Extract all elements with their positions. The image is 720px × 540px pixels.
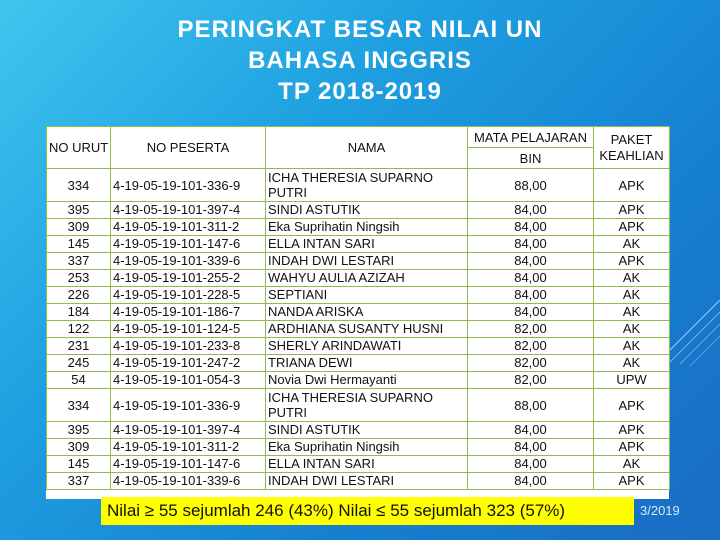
table-row — [47, 321, 670, 338]
header-paket-keahlian — [594, 127, 670, 169]
table-row — [47, 439, 670, 456]
header-mata-pelajaran: MATA PELAJARAN — [468, 127, 594, 148]
cell-paket: APK — [594, 202, 670, 219]
cell-no-urut: 253 — [47, 270, 111, 287]
cell-nama: INDAH DWI LESTARI — [266, 473, 468, 490]
header-no-urut: NO URUT — [47, 127, 111, 169]
cell-nama: ARDHIANA SUSANTY HUSNI — [266, 321, 468, 338]
cell-nilai-bin: 82,00 — [468, 321, 594, 338]
title-line-2: BAHASA INGGRIS — [248, 47, 472, 74]
cell-paket: AK — [594, 304, 670, 321]
cell-nama: ELLA INTAN SARI — [266, 456, 468, 473]
summary-banner: Nilai ≥ 55 sejumlah 246 (43%) Nilai ≤ 55 sejumlah 323 (57%) — [101, 497, 634, 525]
cell-no-peserta: 4-19-05-19-101-311-2 — [111, 439, 266, 456]
cell-no-urut: 184 — [47, 304, 111, 321]
cell-nama: NANDA ARISKA — [266, 304, 468, 321]
cell-nama: SINDI ASTUTIK — [266, 422, 468, 439]
cell-nilai-bin: 84,00 — [468, 236, 594, 253]
cell-nama: SINDI ASTUTIK — [266, 202, 468, 219]
cell-nilai-bin: 84,00 — [468, 304, 594, 321]
title-line-3: TP 2018-2019 — [278, 78, 442, 105]
table-row — [47, 253, 670, 270]
cell-paket: AK — [594, 270, 670, 287]
cell-no-peserta: 4-19-05-19-101-311-2 — [111, 219, 266, 236]
header-paket-line2: KEAHLIAN — [599, 147, 664, 163]
cell-no-peserta: 4-19-05-19-101-397-4 — [111, 202, 266, 219]
cell-paket: APK — [594, 473, 670, 490]
ranking-table — [46, 126, 670, 490]
cell-paket: APK — [594, 219, 670, 236]
cell-paket: APK — [594, 169, 670, 202]
table-row — [47, 473, 670, 490]
date-fragment: 3/2019 — [640, 503, 680, 518]
cell-no-urut: 231 — [47, 338, 111, 355]
cell-paket: AK — [594, 355, 670, 372]
cell-nama: ELLA INTAN SARI — [266, 236, 468, 253]
cell-nilai-bin: 82,00 — [468, 372, 594, 389]
cell-paket: UPW — [594, 372, 670, 389]
table-row — [47, 169, 670, 202]
cell-paket: APK — [594, 439, 670, 456]
table-row — [47, 287, 670, 304]
cell-no-peserta: 4-19-05-19-101-186-7 — [111, 304, 266, 321]
cell-no-peserta: 4-19-05-19-101-233-8 — [111, 338, 266, 355]
cell-paket: AK — [594, 236, 670, 253]
table-body — [47, 169, 670, 490]
cell-no-urut: 395 — [47, 422, 111, 439]
cell-paket: AK — [594, 287, 670, 304]
table-row — [47, 355, 670, 372]
cell-nilai-bin: 84,00 — [468, 202, 594, 219]
header-no-peserta: NO PESERTA — [111, 127, 266, 169]
title-line-1: PERINGKAT BESAR NILAI UN — [177, 16, 543, 43]
cell-paket: APK — [594, 389, 670, 422]
cell-nilai-bin: 84,00 — [468, 473, 594, 490]
cell-nilai-bin: 88,00 — [468, 389, 594, 422]
cell-paket: AK — [594, 338, 670, 355]
cell-no-peserta: 4-19-05-19-101-124-5 — [111, 321, 266, 338]
cell-nilai-bin: 88,00 — [468, 169, 594, 202]
cell-nama: Eka Suprihatin Ningsih — [266, 219, 468, 236]
cell-nama: Novia Dwi Hermayanti — [266, 372, 468, 389]
header-nama: NAMA — [266, 127, 468, 169]
table-row — [47, 219, 670, 236]
cell-paket: APK — [594, 253, 670, 270]
cell-nilai-bin: 84,00 — [468, 439, 594, 456]
cell-nama: SHERLY ARINDAWATI — [266, 338, 468, 355]
cell-nilai-bin: 84,00 — [468, 422, 594, 439]
cell-no-peserta: 4-19-05-19-101-339-6 — [111, 253, 266, 270]
header-bin: BIN — [468, 148, 594, 169]
cell-no-peserta: 4-19-05-19-101-336-9 — [111, 389, 266, 422]
cell-no-urut: 226 — [47, 287, 111, 304]
cell-no-urut: 145 — [47, 236, 111, 253]
table-row — [47, 389, 670, 422]
cell-no-urut: 309 — [47, 439, 111, 456]
cell-no-peserta: 4-19-05-19-101-147-6 — [111, 236, 266, 253]
cell-no-peserta: 4-19-05-19-101-339-6 — [111, 473, 266, 490]
cell-no-urut: 334 — [47, 389, 111, 422]
cell-paket: AK — [594, 456, 670, 473]
cell-nama: INDAH DWI LESTARI — [266, 253, 468, 270]
header-paket-line1: PAKET — [610, 131, 653, 147]
cell-no-peserta: 4-19-05-19-101-255-2 — [111, 270, 266, 287]
table-row — [47, 270, 670, 287]
cell-no-peserta: 4-19-05-19-101-336-9 — [111, 169, 266, 202]
cell-nilai-bin: 84,00 — [468, 287, 594, 304]
cell-no-urut: 309 — [47, 219, 111, 236]
cell-nama: SEPTIANI — [266, 287, 468, 304]
cell-no-urut: 334 — [47, 169, 111, 202]
cell-no-peserta: 4-19-05-19-101-147-6 — [111, 456, 266, 473]
cell-no-peserta: 4-19-05-19-101-054-3 — [111, 372, 266, 389]
table-row — [47, 456, 670, 473]
table-row — [47, 202, 670, 219]
table-row — [47, 304, 670, 321]
cell-paket: APK — [594, 422, 670, 439]
cell-no-urut: 395 — [47, 202, 111, 219]
cell-no-peserta: 4-19-05-19-101-247-2 — [111, 355, 266, 372]
cell-no-urut: 245 — [47, 355, 111, 372]
cell-nilai-bin: 84,00 — [468, 219, 594, 236]
cell-nama: Eka Suprihatin Ningsih — [266, 439, 468, 456]
table-row — [47, 372, 670, 389]
cell-no-peserta: 4-19-05-19-101-397-4 — [111, 422, 266, 439]
table-row — [47, 422, 670, 439]
cell-nilai-bin: 84,00 — [468, 456, 594, 473]
cell-nilai-bin: 82,00 — [468, 338, 594, 355]
table-row — [47, 236, 670, 253]
cell-no-urut: 337 — [47, 253, 111, 270]
cell-paket: AK — [594, 321, 670, 338]
cell-nilai-bin: 84,00 — [468, 270, 594, 287]
ranking-table-container — [46, 126, 669, 499]
cell-no-urut: 337 — [47, 473, 111, 490]
cell-no-urut: 122 — [47, 321, 111, 338]
cell-nama: ICHA THERESIA SUPARNO PUTRI — [266, 389, 468, 422]
cell-nama: WAHYU AULIA AZIZAH — [266, 270, 468, 287]
cell-nama: ICHA THERESIA SUPARNO PUTRI — [266, 169, 468, 202]
cell-no-peserta: 4-19-05-19-101-228-5 — [111, 287, 266, 304]
cell-no-urut: 145 — [47, 456, 111, 473]
cell-no-urut: 54 — [47, 372, 111, 389]
cell-nama: TRIANA DEWI — [266, 355, 468, 372]
cell-nilai-bin: 82,00 — [468, 355, 594, 372]
cell-nilai-bin: 84,00 — [468, 253, 594, 270]
slide-title — [0, 14, 720, 107]
table-row — [47, 338, 670, 355]
